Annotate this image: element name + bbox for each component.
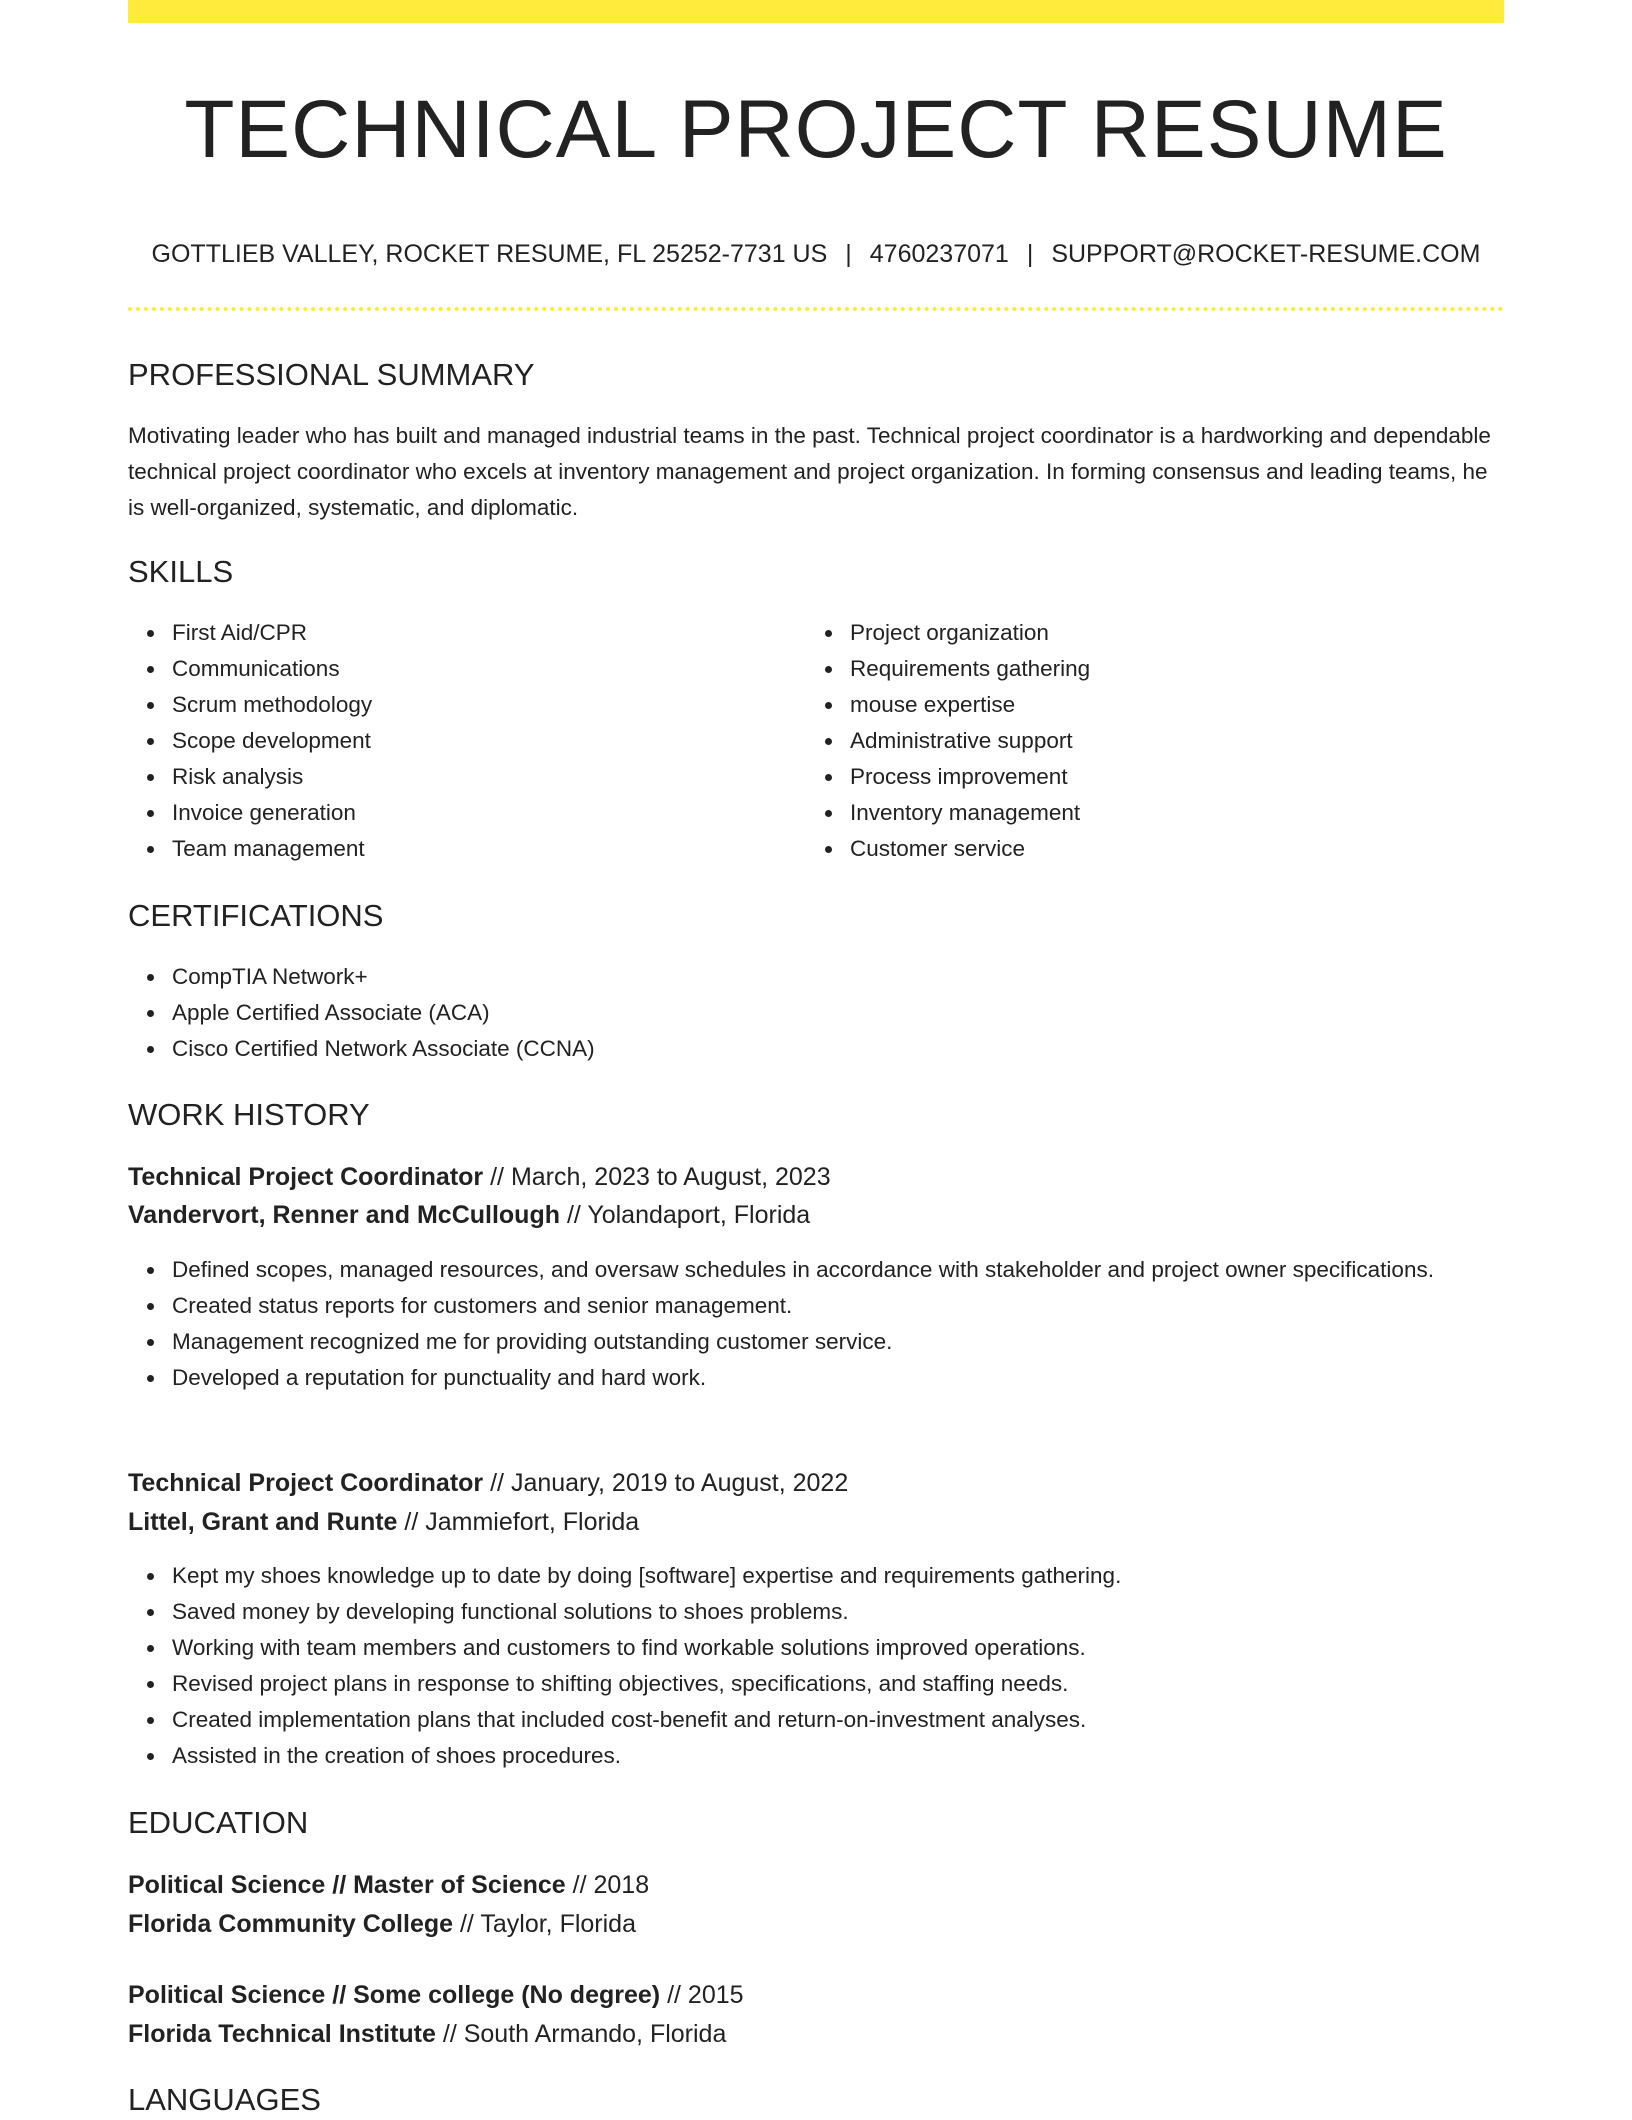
job-bullet: Revised project plans in response to shifting objectives, specifications, and staffing needs. [172,1666,1548,1702]
job-bullet: Saved money by developing functional solutions to shoes problems. [172,1594,1548,1630]
certifications-list [128,959,1548,1067]
contact-line [128,236,1504,272]
summary-heading: PROFESSIONAL SUMMARY [128,357,535,392]
education-degree-line [128,1866,649,1904]
job-bullet: Kept my shoes knowledge up to date by doing [software] expertise and requirements gathering. [172,1558,1548,1594]
skill-item: Scrum methodology [172,687,812,723]
job-location: // Yolandaport, Florida [566,1201,811,1229]
job-bullet: Developed a reputation for punctuality and hard work. [172,1360,1548,1396]
skill-item: Inventory management [850,795,1490,831]
education-school: Florida Community College [128,1910,454,1938]
skill-item: Administrative support [850,723,1490,759]
job-title-line [128,1464,848,1502]
certifications-heading: CERTIFICATIONS [128,898,384,933]
skill-item: Risk analysis [172,759,812,795]
skill-item: Invoice generation [172,795,812,831]
skill-item: mouse expertise [850,687,1490,723]
job-bullet: Defined scopes, managed resources, and oversaw schedules in accordance with stakeholder and project owner specifications. [172,1252,1548,1288]
job-dates: // March, 2023 to August, 2023 [490,1163,831,1191]
skill-item: Process improvement [850,759,1490,795]
job-bullet: Working with team members and customers to find workable solutions improved operations. [172,1630,1548,1666]
skills-list-left [128,615,812,867]
education-year: // 2015 [667,1981,744,2009]
skills-heading: SKILLS [128,554,234,589]
job-bullet: Assisted in the creation of shoes procedures. [172,1738,1548,1774]
education-school: Florida Technical Institute [128,2020,436,2048]
job-company-line [128,1503,639,1541]
work-heading: WORK HISTORY [128,1097,370,1132]
job-role: Technical Project Coordinator [128,1163,484,1191]
education-location: // Taylor, Florida [459,1910,636,1938]
job-role: Technical Project Coordinator [128,1469,484,1497]
job-bullet: Created status reports for customers and senior management. [172,1288,1548,1324]
education-school-line [128,1905,636,1943]
job-bullet: Management recognized me for providing outstanding customer service. [172,1324,1548,1360]
languages-heading: LANGUAGES [128,2082,321,2117]
job-location: // Jammiefort, Florida [404,1508,640,1536]
job-company: Vandervort, Renner and McCullough [128,1201,560,1229]
certification-item: CompTIA Network+ [172,959,1548,995]
skill-item: Communications [172,651,812,687]
education-year: // 2018 [572,1871,650,1899]
skill-item: Requirements gathering [850,651,1490,687]
dotted-divider [128,307,1504,311]
contact-email: SUPPORT@ROCKET-RESUME.COM [1051,240,1481,268]
job-bullet: Created implementation plans that included cost-benefit and return-on-investment analyses. [172,1702,1548,1738]
education-degree: Political Science // Some college (No degree) [128,1981,661,2009]
education-heading: EDUCATION [128,1805,309,1840]
job-bullets [128,1558,1548,1774]
skill-item: Customer service [850,831,1490,867]
job-company: Littel, Grant and Runte [128,1508,398,1536]
skill-item: First Aid/CPR [172,615,812,651]
contact-address: GOTTLIEB VALLEY, ROCKET RESUME, FL 25252-7731 US [151,240,828,268]
job-dates: // January, 2019 to August, 2022 [490,1469,849,1497]
job-bullets [128,1252,1548,1396]
skill-item: Team management [172,831,812,867]
job-company-line [128,1196,810,1234]
summary-text: Motivating leader who has built and managed industrial teams in the past. Technical project coordinator is a hardworking and dependable technical project coordinator who excels at inventory management and project organization. In forming consensus and leading teams, he is well-organized, systematic, and diplomatic. [128,423,1491,520]
education-degree-line [128,1976,744,2014]
resume-title: TECHNICAL PROJECT RESUME [184,84,1448,175]
accent-bar [128,0,1504,23]
certification-item: Apple Certified Associate (ACA) [172,995,1548,1031]
education-location: // South Armando, Florida [442,2020,727,2048]
education-degree: Political Science // Master of Science [128,1871,566,1899]
skill-item: Scope development [172,723,812,759]
certification-item: Cisco Certified Network Associate (CCNA) [172,1031,1548,1067]
skill-item: Project organization [850,615,1490,651]
job-title-line [128,1158,831,1196]
skills-list-right [806,615,1490,867]
contact-separator: | [845,240,852,268]
contact-phone: 4760237071 [869,240,1009,268]
contact-separator: | [1026,240,1034,268]
education-school-line [128,2015,726,2053]
